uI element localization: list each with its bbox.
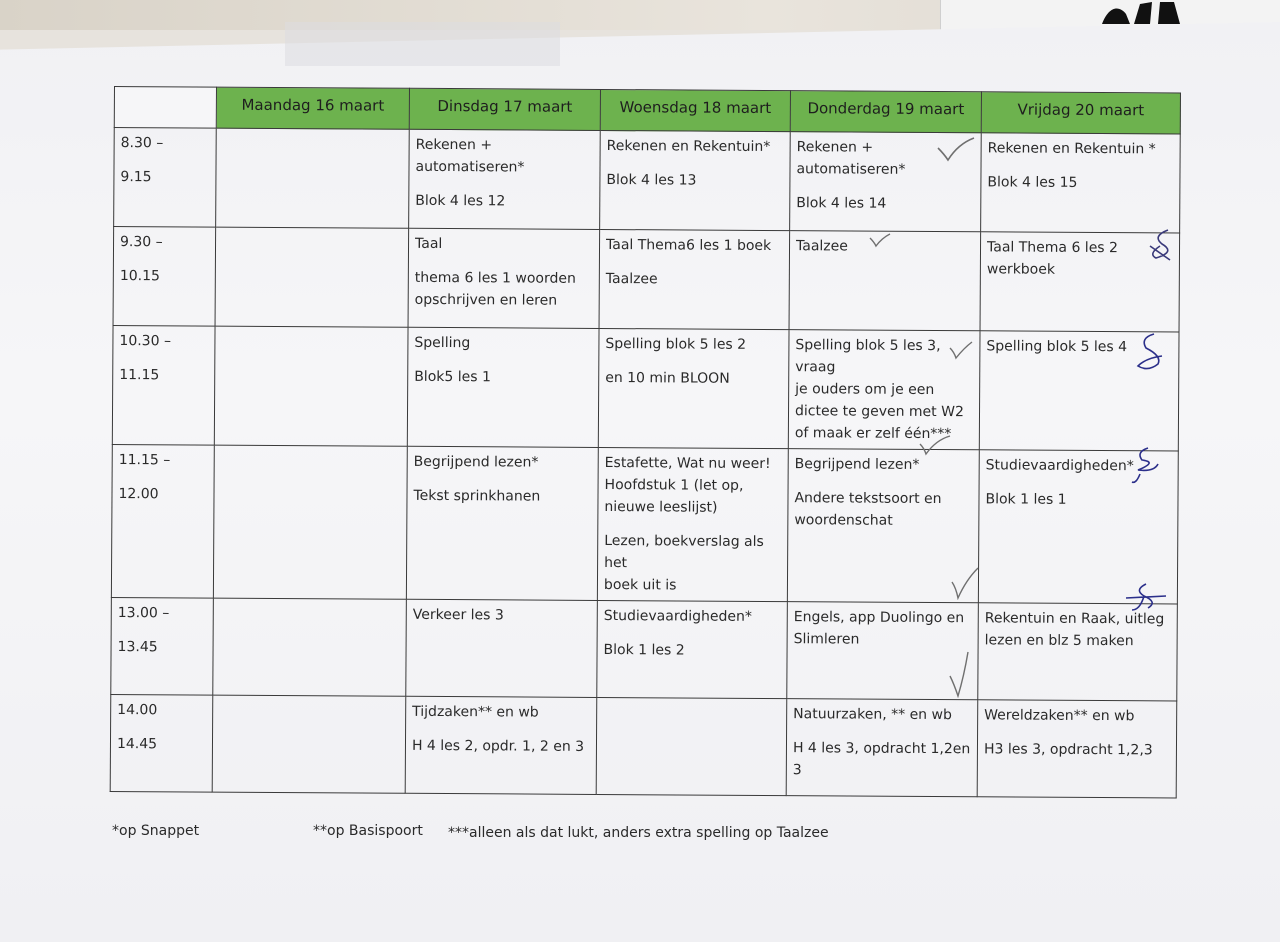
cell-text: Andere tekstsoort en: [794, 490, 942, 508]
cell-text: boek uit is: [603, 577, 677, 594]
printed-figure-fragment: [1100, 0, 1190, 24]
time-slot-row: [111, 597, 1178, 701]
cell-text: opschrijven en leren: [414, 291, 558, 309]
schedule-cell: [213, 445, 407, 599]
schedule-cell: [215, 227, 409, 327]
time-start: 8.30 –: [120, 135, 164, 152]
time-end: 10.15: [119, 268, 160, 285]
cell-text: Taalzee: [795, 238, 848, 255]
cell-spacer: [607, 157, 784, 170]
cell-text: Rekenen +: [796, 139, 874, 156]
footnote-taalzee: ***alleen als dat lukt, anders extra spelling op Taalzee: [448, 825, 829, 841]
schedule-cell: [214, 326, 408, 446]
schedule-cell: [787, 449, 979, 603]
cell-text: Natuurzaken, ** en wb: [793, 706, 952, 724]
corner-cell: [114, 87, 216, 129]
schedule-cell: [786, 699, 978, 797]
cell-spacer: [414, 473, 592, 486]
cell-text: Rekenen en Rekentuin*: [606, 138, 771, 156]
day-header: Dinsdag 17 maart: [409, 88, 600, 130]
cell-text: dictee te geven met W2: [794, 403, 964, 421]
cell-text: Studievaardigheden*: [985, 457, 1134, 475]
time-end: 12.00: [118, 486, 159, 503]
schedule-cell: [979, 331, 1179, 451]
cell-spacer: [987, 159, 1173, 172]
time-start: 11.15 –: [118, 452, 171, 469]
cell-text: Tekst sprinkhanen: [413, 487, 541, 505]
cell-text: en 10 min BLOON: [605, 370, 730, 387]
footnote-snappet: *op Snappet: [112, 823, 200, 839]
cell-text: thema 6 les 1 woorden: [414, 269, 576, 287]
time-cell: [110, 694, 213, 792]
time-slot-row: [110, 694, 1177, 798]
cell-spacer: [986, 476, 1172, 489]
schedule-cell: [216, 128, 410, 228]
schedule-cell: [406, 446, 598, 600]
cell-text: Taal Thema 6 les 2: [986, 239, 1119, 257]
schedule-cell: [790, 132, 982, 232]
day-header: Vrijdag 20 maart: [981, 92, 1180, 134]
cell-text: Wereldzaken** en wb: [984, 707, 1135, 725]
cell-text: Rekenen +: [415, 136, 493, 154]
time-start: 10.30 –: [119, 333, 172, 350]
cell-text: Blok 4 les 14: [796, 195, 887, 212]
cell-text: Spelling: [414, 334, 471, 352]
cell-text: H 4 les 2, opdr. 1, 2 en 3: [411, 737, 585, 755]
schedule-cell: [981, 133, 1181, 233]
time-slot-row: [112, 325, 1179, 451]
cell-text: Blok 4 les 13: [606, 172, 697, 189]
cell-text: Begrijpend lezen*: [413, 453, 539, 471]
time-start: 9.30 –: [119, 234, 163, 251]
schedule-cell: [978, 450, 1178, 604]
schedule-cell: [405, 696, 597, 794]
cell-text: werkboek: [986, 261, 1056, 278]
time-cell: [113, 227, 216, 327]
schedule-cell: [409, 129, 601, 229]
cell-text: automatiseren*: [796, 161, 906, 178]
schedule-cell: [407, 327, 599, 447]
schedule-cell: [599, 229, 790, 329]
schedule-cell: [977, 700, 1177, 798]
schedule-cell: [597, 600, 788, 698]
cell-text: automatiseren*: [415, 158, 525, 176]
week-schedule-table: [110, 86, 1181, 799]
time-slot-row: [111, 444, 1178, 604]
time-slot-row: [114, 128, 1181, 234]
time-cell: [111, 444, 214, 598]
cell-spacer: [605, 355, 782, 368]
cell-text: Begrijpend lezen*: [794, 456, 920, 473]
cell-text: nieuwe leeslijst): [604, 499, 718, 516]
time-end: 11.15: [119, 367, 160, 384]
cell-spacer: [604, 518, 781, 531]
cell-spacer: [795, 475, 973, 488]
time-slot-row: [113, 227, 1180, 333]
cell-text: Taal: [414, 235, 443, 253]
cell-text: Engels, app Duolingo en: [793, 609, 965, 627]
schedule-cell: [978, 603, 1178, 701]
cell-text: Slimleren: [793, 631, 860, 648]
cell-text: 3: [792, 762, 802, 779]
schedule-cell: [598, 328, 789, 448]
schedule-cell: [600, 130, 791, 230]
schedule-cell: [597, 447, 788, 601]
cell-spacer: [793, 725, 971, 738]
schedule-cell: [408, 228, 600, 328]
time-cell: [111, 597, 214, 695]
cell-text: Verkeer les 3: [412, 606, 504, 624]
schedule-cell: [788, 330, 980, 450]
cell-text: Tijdzaken** en wb: [412, 703, 539, 721]
cell-spacer: [606, 256, 783, 269]
day-header: Woensdag 18 maart: [600, 89, 790, 131]
header-row: [114, 87, 1180, 135]
cell-text: Studievaardigheden*: [603, 608, 752, 625]
schedule-cell: [406, 599, 598, 697]
schedule-cell: [787, 602, 979, 700]
cell-text: woordenschat: [794, 512, 893, 529]
cell-text: Spelling blok 5 les 3, vraag: [795, 337, 941, 376]
cell-text: Spelling blok 5 les 4: [986, 338, 1128, 356]
cell-text: Taal Thema6 les 1 boek: [605, 237, 772, 255]
time-cell: [114, 128, 217, 228]
cell-text: Lezen, boekverslag als het: [604, 533, 764, 572]
schedule-cell: [789, 231, 981, 331]
cell-spacer: [414, 354, 592, 367]
cell-text: lezen en blz 5 maken: [984, 632, 1134, 650]
time-end: 9.15: [120, 169, 152, 186]
cell-spacer: [796, 180, 974, 193]
cell-text: Blok 4 les 15: [987, 174, 1078, 191]
day-header: Maandag 16 maart: [216, 87, 409, 129]
cell-spacer: [415, 255, 593, 268]
time-start: 13.00 –: [117, 605, 170, 622]
cell-text: H 4 les 3, opdracht 1,2en: [792, 740, 971, 758]
footnote-basispoort: **op Basispoort: [313, 823, 423, 839]
cell-spacer: [412, 723, 590, 736]
cell-spacer: [604, 627, 781, 640]
time-start: 14.00: [117, 702, 158, 719]
cell-spacer: [415, 178, 593, 191]
cell-text: Rekenen en Rekentuin *: [987, 140, 1156, 158]
tape-strip: [285, 22, 560, 66]
cell-text: Blok 1 les 2: [603, 642, 685, 659]
cell-text: Estafette, Wat nu weer!: [604, 455, 771, 473]
schedule-cell: [980, 232, 1180, 332]
cell-spacer: [984, 726, 1170, 739]
cell-text: Blok 1 les 1: [985, 491, 1067, 508]
time-end: 13.45: [117, 639, 158, 656]
cell-text: Blok 4 les 12: [415, 192, 506, 210]
cell-text: Hoofdstuk 1 (let op,: [604, 477, 744, 494]
cell-text: of maak er zelf één***: [794, 425, 952, 443]
schedule-cell: [212, 695, 406, 793]
time-cell: [112, 325, 215, 445]
cell-text: Rekentuin en Raak, uitleg: [984, 610, 1165, 628]
cell-text: H3 les 3, opdracht 1,2,3: [983, 741, 1153, 759]
schedule-cell: [213, 598, 407, 696]
cell-text: Taalzee: [605, 271, 658, 288]
cell-text: je ouders om je een: [795, 381, 935, 399]
schedule-cell: [596, 697, 787, 795]
cell-text: Blok5 les 1: [414, 368, 491, 386]
cell-text: Spelling blok 5 les 2: [605, 336, 747, 353]
day-header: Donderdag 19 maart: [790, 91, 981, 133]
time-end: 14.45: [116, 736, 158, 753]
